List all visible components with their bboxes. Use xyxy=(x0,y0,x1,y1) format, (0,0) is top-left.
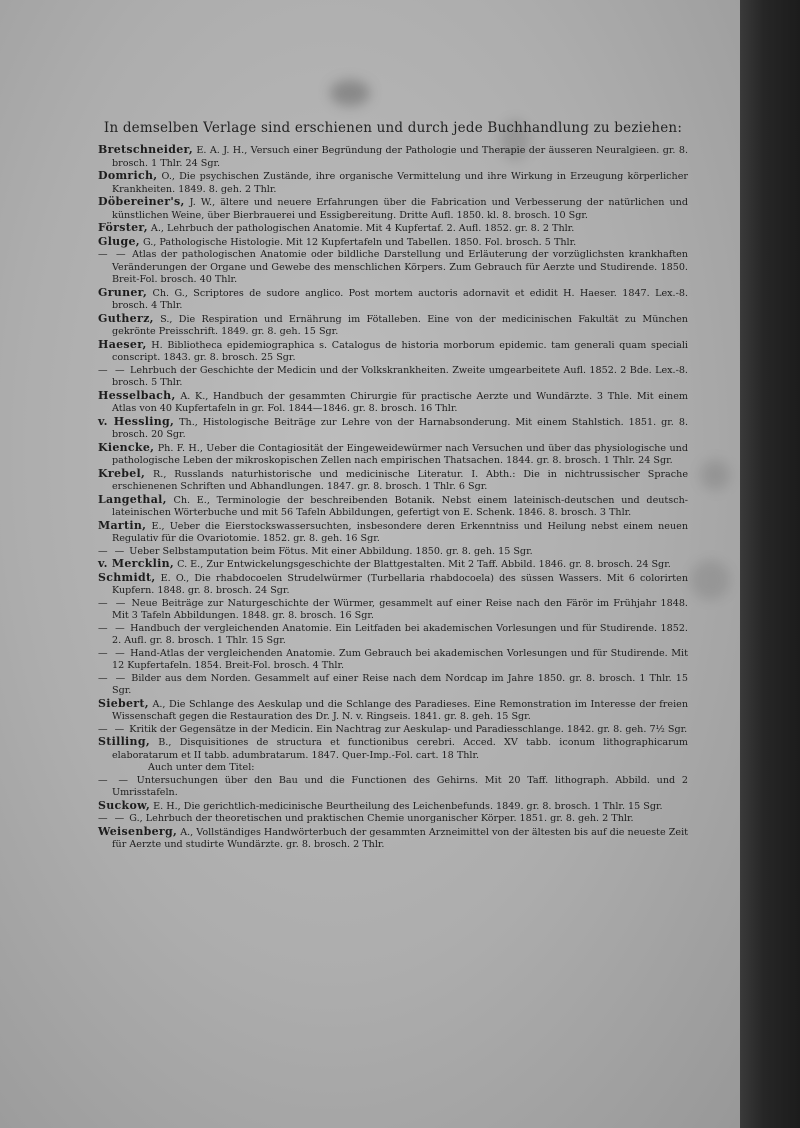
list-item xyxy=(98,572,688,598)
entry-author: — — xyxy=(98,647,127,659)
entry-text: S., Die Respiration und Ernährung im Fötalleben. Eine von der medicinischen Fakultät zu München gekrönte Preisschrift. 1849. gr. 8. geh. 15 Sgr. xyxy=(112,313,688,337)
list-item xyxy=(98,365,688,390)
list-item xyxy=(98,698,688,724)
entry-author: — — xyxy=(98,723,127,735)
list-item xyxy=(98,546,688,559)
entry-text: Bilder aus dem Norden. Gesammelt auf einer Reise nach dem Nordcap im Jahre 1850. gr. 8. brosch. 1 Thlr. 15 Sgr. xyxy=(112,672,688,696)
list-item xyxy=(98,249,688,287)
list-item xyxy=(98,623,688,648)
entry-text: Ueber Selbstamputation beim Fötus. Mit einer Abbildung. 1850. gr. 8. geh. 15 Sgr. xyxy=(126,545,533,557)
list-item xyxy=(98,494,688,520)
entry-text: B., Disquisitiones de structura et functionibus cerebri. Acced. XV tabb. iconum lithographicarum elaboratarum et II tabb. adumbratarum. 1847. Quer-Imp.-Fol. cart. 18 Thlr. xyxy=(112,737,688,761)
entry-text: E., Ueber die Eierstockswassersuchten, insbesondere deren Erkenntniss und Heilung nebst einem neuen Regulativ für die Ovariotomie. 1852. gr. 8. geh. 16 Sgr. xyxy=(112,520,688,544)
entry-text: Auch unter dem Titel: xyxy=(148,762,255,773)
entry-text: J. W., ältere und neuere Erfahrungen über die Fabrication und Verbesserung der natürlichen und künstlichen Weine, über Bierbrauerei und Essigbereitung. Dritte Aufl. 1850. kl. 8. brosch. 10 Sgr. xyxy=(112,197,688,221)
entry-author: — — xyxy=(98,597,128,609)
list-item xyxy=(98,775,688,800)
list-item xyxy=(98,468,688,494)
entry-text: Kritik der Gegensätze in der Medicin. Ein Nachtrag zur Aeskulap- und Paradiesschlange. 1842. gr. 8. geh. 7½ Sgr. xyxy=(126,723,688,735)
entry-text: Hand-Atlas der vergleichenden Anatomie. Zum Gebrauch bei akademischen Vorlesungen und für Studirende. Mit 12 Kupfertafeln. 1854. Breit-Fol. brosch. 4 Thlr. xyxy=(112,647,688,671)
entry-author: Schmidt, xyxy=(98,570,156,584)
entry-author: Suckow, xyxy=(98,798,151,812)
entry-author: — — xyxy=(98,545,127,557)
entry-author: Förster, xyxy=(98,221,148,234)
entry-author: Gluge, xyxy=(98,234,140,248)
stain-mark xyxy=(330,80,370,106)
advertisement-list xyxy=(98,120,688,852)
list-item xyxy=(98,339,688,365)
list-item xyxy=(98,736,688,762)
entry-author: v. Mercklin, xyxy=(98,557,175,570)
list-item xyxy=(98,416,688,442)
entry-text: A., Vollständiges Handwörterbuch der gesammten Arzneimittel von der ältesten bis auf die neueste Zeit für Aerzte und studirte Wundärzte. gr. 8. brosch. 2 Thlr. xyxy=(112,826,688,850)
entry-text: C. E., Zur Entwickelungsgeschichte der Blattgestalten. Mit 2 Taff. Abbild. 1846. gr. 8. brosch. 24 Sgr. xyxy=(174,559,671,570)
entry-author: — — xyxy=(98,622,127,634)
entry-text: Neue Beiträge zur Naturgeschichte der Würmer, gesammelt auf einer Reise nach den Färör im Frühjahr 1848. Mit 3 Tafeln Abbildungen. 1848. gr. 8. brosch. 16 Sgr. xyxy=(112,597,688,621)
entry-author: Krebel, xyxy=(98,466,146,480)
entry-text: Lehrbuch der Geschichte der Medicin und der Volkskrankheiten. Zweite umgearbeitete Aufl. 1852. 2 Bde. Lex.-8. brosch. 5 Thlr. xyxy=(112,364,688,388)
list-item xyxy=(98,558,688,572)
entry-author: v. Hessling, xyxy=(98,414,175,428)
entry-text: Th., Histologische Beiträge zur Lehre von der Harnabsonderung. Mit einem Stahlstich. 1851. gr. 8. brosch. 20 Sgr. xyxy=(112,416,689,440)
entry-author: Domrich, xyxy=(98,169,158,182)
list-item xyxy=(98,826,688,852)
entry-text: A., Lehrbuch der pathologischen Anatomie. Mit 4 Kupfertaf. 2. Aufl. 1852. gr. 8. 2 Thlr. xyxy=(147,223,575,234)
entry-text: E. H., Die gerichtlich-medicinische Beurtheilung des Leichenbefunds. 1849. gr. 8. brosch. 1 Thlr. 15 Sgr. xyxy=(150,800,663,812)
entry-text: E. O., Die rhabdocoelen Strudelwürmer (Turbellaria rhabdocoela) des süssen Wassers. Mit 6 colorirten Kupfern. 1848. gr. 8. brosch. 24 Sgr. xyxy=(112,572,688,596)
entry-text: Ch. G., Scriptores de sudore anglico. Post mortem auctoris adornavit et edidit H. Haeser. 1847. Lex.-8. brosch. 4 Thlr. xyxy=(112,287,688,311)
list-item xyxy=(98,648,688,673)
book-spine xyxy=(740,0,800,1128)
entry-text: G., Lehrbuch der theoretischen und praktischen Chemie unorganischer Körper. 1851. gr. 8. geh. 2 Thlr. xyxy=(126,813,634,824)
page-heading: In demselben Verlage sind erschienen und durch jede Buchhandlung zu beziehen: xyxy=(103,120,683,136)
stain-mark xyxy=(700,460,730,490)
entry-author: Weisenberg, xyxy=(98,824,178,838)
entry-author: Gutherz, xyxy=(98,311,154,325)
entry-author: — — xyxy=(98,249,128,260)
list-item xyxy=(98,287,688,313)
entry-text: A. K., Handbuch der gesammten Chirurgie für practische Aerzte und Wundärzte. 3 Thle. Mit einem Atlas von 40 Kupfertafeln in gr. Fol. 1844—1846. gr. 8. brosch. 16 Thlr. xyxy=(112,390,688,414)
entry-author: Langethal, xyxy=(98,492,167,506)
entry-author: Döbereiner's, xyxy=(98,195,185,208)
list-item xyxy=(98,813,688,826)
list-item xyxy=(98,762,688,775)
list-item xyxy=(98,800,688,814)
list-item xyxy=(98,598,688,623)
entry-text: Atlas der pathologischen Anatomie oder bildliche Darstellung und Erläuterung der vorzüglichsten krankhaften Veränderungen der Organe und Gewebe des menschlichen Körpers. Zum Gebrauch für Aerzte und Studirende. 1850. Breit-Fol. brosch. 40 Thlr. xyxy=(112,249,688,285)
list-item xyxy=(98,520,688,546)
entry-text: Ph. F. H., Ueber die Contagiosität der Eingeweidewürmer nach Versuchen und über das physiologische und pathologische Leben der mikroskopischen Zellen nach empirischen Thatsachen. 1844. gr. 8. brosch. 1 Thlr. 24 Sgr. xyxy=(112,442,688,466)
entry-text: H. Bibliotheca epidemiographica s. Catalogus de historia morborum epidemic. tam generali quam speciali conscript. 1843. gr. 8. brosch. 25 Sgr. xyxy=(112,339,688,363)
entry-author: Martin, xyxy=(98,518,147,532)
entry-author: — — xyxy=(98,813,127,824)
entry-text: Handbuch der vergleichenden Anatomie. Ein Leitfaden bei akademischen Vorlesungen und für Studirende. 1852. 2. Aufl. gr. 8. brosch. 1 Thlr. 15 Sgr. xyxy=(112,622,688,646)
entry-author: Kiencke, xyxy=(98,440,155,454)
list-item xyxy=(98,390,688,416)
list-item xyxy=(98,442,688,468)
entry-text: Ch. E., Terminologie der beschreibenden Botanik. Nebst einem lateinisch-deutschen und deutsch-lateinischen Wörterbuche und mit 56 Tafeln Abbildungen, gefertigt von E. Schenk. 1846. 8. brosch. 3 Thlr. xyxy=(112,494,688,518)
entry-author: Bretschneider, xyxy=(98,143,193,156)
entry-text: R., Russlands naturhistorische und medicinische Literatur. I. Abth.: Die in nichtrussischer Sprache erschienenen Schriften und Abhandlungen. 1847. gr. 8. brosch. 1 Thlr. 6 Sgr. xyxy=(112,468,688,492)
entry-author: Hesselbach, xyxy=(98,388,176,402)
stain-mark xyxy=(690,560,730,600)
entry-author: Gruner, xyxy=(98,285,148,299)
list-item xyxy=(98,673,688,698)
entry-author: — — xyxy=(98,774,130,786)
list-item xyxy=(98,196,688,222)
entry-author: — — xyxy=(98,364,127,376)
entry-author: — — xyxy=(98,672,128,684)
entry-author: Siebert, xyxy=(98,696,149,710)
entry-author: Haeser, xyxy=(98,337,147,351)
entry-author: Stilling, xyxy=(98,735,150,748)
list-item xyxy=(98,170,688,196)
entry-text: E. A. J. H., Versuch einer Begründung der Pathologie und Therapie der äusseren Neuralgieen. gr. 8. brosch. 1 Thlr. 24 Sgr. xyxy=(112,145,688,169)
list-item xyxy=(98,313,688,339)
entry-text: Untersuchungen über den Bau und die Functionen des Gehirns. Mit 20 Taff. lithograph. Abbild. und 2 Umrisstafeln. xyxy=(112,774,688,798)
entry-text: G., Pathologische Histologie. Mit 12 Kupfertafeln und Tabellen. 1850. Fol. brosch. 5 Thlr. xyxy=(139,236,577,248)
entry-text: O., Die psychischen Zustände, ihre organische Vermittelung und ihre Wirkung in Erzeugung körperlicher Krankheiten. 1849. 8. geh. 2 Thlr. xyxy=(112,171,688,195)
list-item xyxy=(98,724,688,737)
entries-container xyxy=(98,144,688,852)
list-item xyxy=(98,144,688,170)
entry-text: A., Die Schlange des Aeskulap und die Schlange des Paradieses. Eine Remonstration im Interesse der freien Wissenschaft gegen die Restauration des Dr. J. N. v. Ringseis. 1841. gr. 8. geh. 15 Sgr. xyxy=(112,698,688,722)
list-item xyxy=(98,222,688,236)
list-item xyxy=(98,236,688,250)
